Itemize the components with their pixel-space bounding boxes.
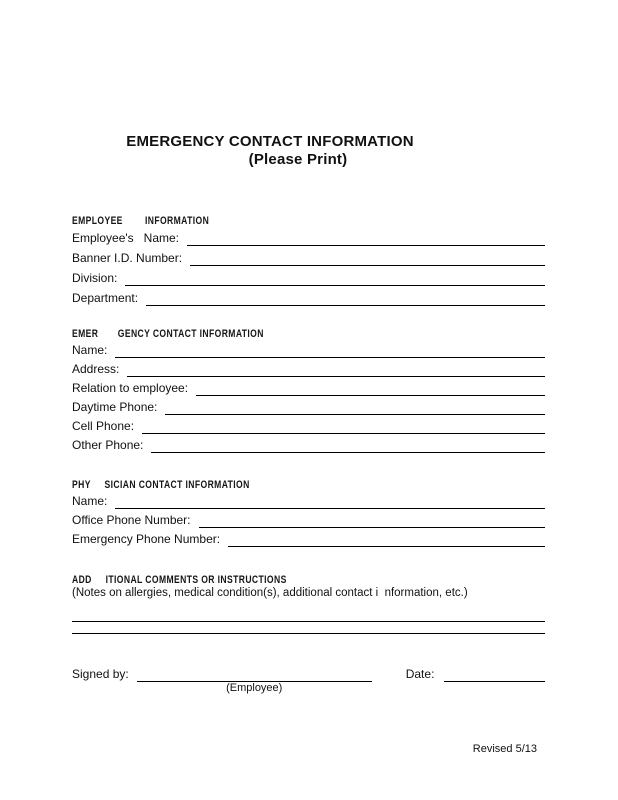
form-subtitle: (Please Print)	[248, 151, 348, 168]
employee-information-header-text: EMPLOYEE INFORMATION	[72, 215, 210, 227]
signed-by-label: Signed by:	[72, 667, 129, 681]
field-row-banner-id	[72, 246, 545, 266]
contact-address-label: Address:	[72, 362, 120, 376]
date-label: Date:	[405, 667, 435, 681]
signature-row	[72, 662, 545, 694]
additional-comments-header-text: ADD ITIONAL COMMENTS OR INSTRUCTIONS	[72, 574, 287, 586]
division-label: Division:	[72, 271, 118, 285]
signed-by-fill-line[interactable]	[137, 679, 372, 694]
additional-comments-note: (Notes on allergies, medical condition(s), additional contact i nformation, etc.)	[72, 587, 468, 599]
other-phone-fill-line[interactable]	[151, 450, 545, 453]
emergency-phone-fill-line[interactable]	[228, 544, 545, 547]
daytime-phone-fill-line[interactable]	[165, 412, 545, 415]
comments-fill-line-2[interactable]	[72, 633, 545, 634]
field-row-emergency-phone	[72, 528, 545, 547]
employee-name-label: Employee's Name:	[72, 231, 179, 245]
department-label: Department:	[72, 291, 139, 305]
form-title-block	[72, 133, 545, 169]
field-row-physician-name	[72, 490, 545, 509]
section-additional-comments	[72, 573, 545, 634]
emergency-contact-header-text: EMER GENCY CONTACT INFORMATION	[72, 328, 264, 340]
section-emergency-contact	[72, 327, 545, 453]
field-row-division	[72, 266, 545, 286]
physician-name-label: Name:	[72, 494, 108, 508]
relation-to-employee-fill-line[interactable]	[196, 393, 545, 396]
field-row-other-phone	[72, 434, 545, 453]
field-row-daytime-phone	[72, 396, 545, 415]
emergency-phone-label: Emergency Phone Number:	[72, 532, 221, 546]
banner-id-label: Banner I.D. Number:	[72, 251, 183, 265]
field-row-contact-address	[72, 358, 545, 377]
physician-contact-header	[72, 478, 545, 490]
contact-name-label: Name:	[72, 343, 108, 357]
field-row-employee-name	[72, 226, 545, 246]
office-phone-label: Office Phone Number:	[72, 513, 191, 527]
emergency-contact-header	[72, 327, 545, 339]
field-row-cell-phone	[72, 415, 545, 434]
department-fill-line[interactable]	[146, 303, 545, 306]
daytime-phone-label: Daytime Phone:	[72, 400, 158, 414]
form-title: EMERGENCY CONTACT INFORMATION	[126, 133, 414, 150]
employee-name-fill-line[interactable]	[187, 243, 545, 246]
relation-to-employee-label: Relation to employee:	[72, 381, 189, 395]
additional-comments-header	[72, 573, 545, 585]
other-phone-label: Other Phone:	[72, 438, 144, 452]
section-physician-contact	[72, 478, 545, 547]
contact-name-fill-line[interactable]	[115, 355, 545, 358]
employee-information-header	[72, 214, 545, 226]
field-row-contact-name	[72, 339, 545, 358]
date-fill-line[interactable]	[444, 679, 545, 682]
revised-note: Revised 5/13	[472, 743, 537, 755]
banner-id-fill-line[interactable]	[190, 263, 545, 266]
office-phone-fill-line[interactable]	[199, 525, 545, 528]
physician-name-fill-line[interactable]	[115, 506, 545, 509]
division-fill-line[interactable]	[125, 283, 545, 286]
physician-contact-header-text: PHY SICIAN CONTACT INFORMATION	[72, 479, 250, 491]
field-row-relation	[72, 377, 545, 396]
contact-address-fill-line[interactable]	[127, 374, 545, 377]
signed-by-caption: (Employee)	[226, 682, 283, 694]
field-row-department	[72, 286, 545, 306]
comments-fill-line-1[interactable]	[72, 621, 545, 622]
cell-phone-label: Cell Phone:	[72, 419, 135, 433]
section-employee-information	[72, 214, 545, 306]
cell-phone-fill-line[interactable]	[142, 431, 545, 434]
field-row-office-phone	[72, 509, 545, 528]
form-content	[0, 133, 618, 756]
